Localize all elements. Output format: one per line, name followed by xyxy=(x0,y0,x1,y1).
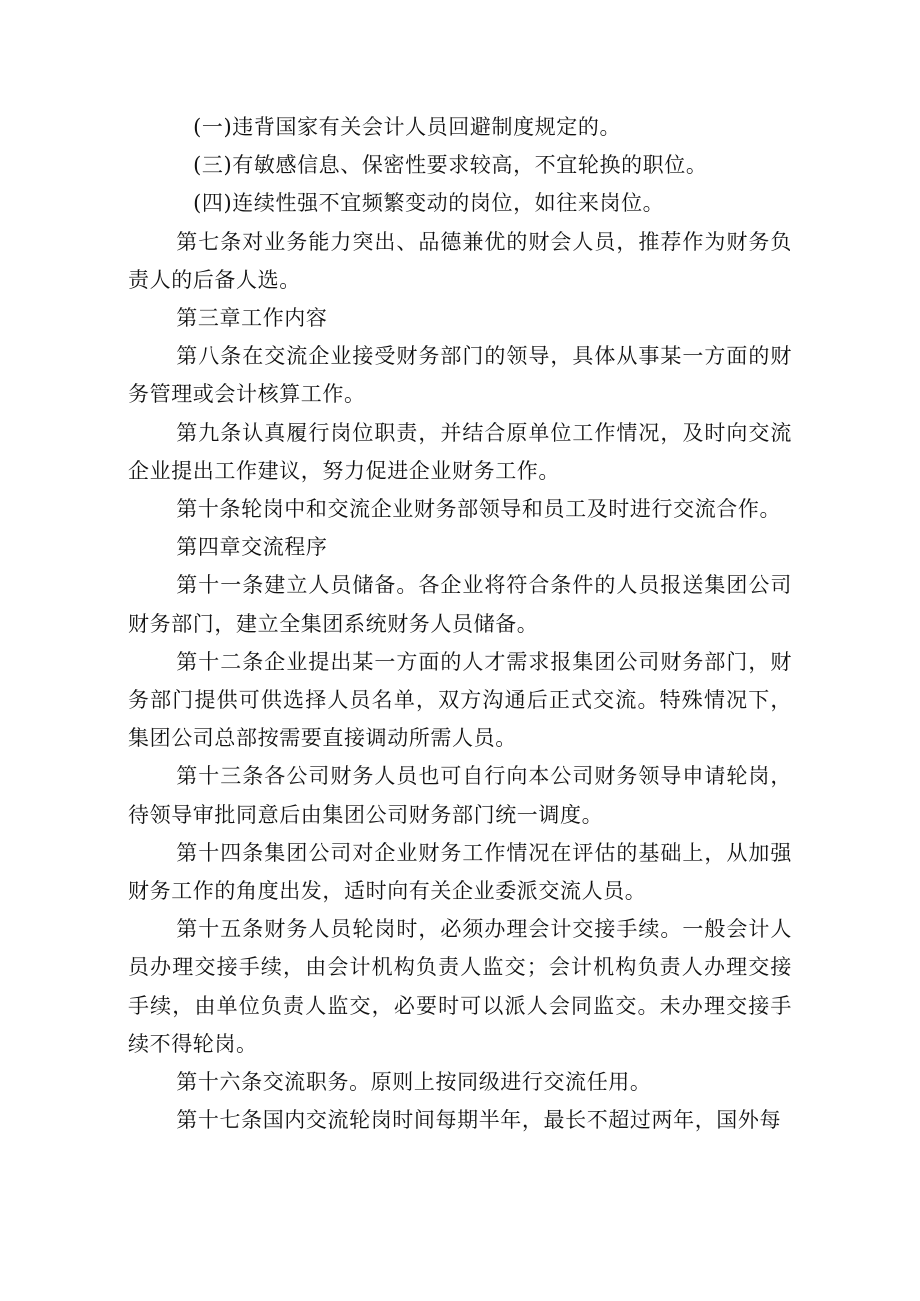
article-13: 第十三条各公司财务人员也可自行向本公司财务领导申请轮岗，待领导审批同意后由集团公司财务部门统一调度。 xyxy=(128,764,792,827)
article-12: 第十二条企业提出某一方面的人才需求报集团公司财务部门，财务部门提供可供选择人员名单，双方沟通后正式交流。特殊情况下，集团公司总部按需要直接调动所需人员。 xyxy=(128,649,792,751)
article-10: 第十条轮岗中和交流企业财务部领导和员工及时进行交流合作。 xyxy=(176,497,782,522)
article-9: 第九条认真履行岗位职责，并结合原单位工作情况，及时向交流企业提出工作建议，努力促进企业财务工作。 xyxy=(128,420,792,483)
article-11: 第十一条建立人员储备。各企业将符合条件的人员报送集团公司财务部门，建立全集团系统财务人员储备。 xyxy=(128,573,792,636)
chapter-4-heading: 第四章交流程序 xyxy=(176,535,328,560)
chapter-3-heading: 第三章工作内容 xyxy=(176,306,328,331)
article-15: 第十五条财务人员轮岗时，必须办理会计交接手续。一般会计人员办理交接手续，由会计机构负责人监交；会计机构负责人办理交接手续，由单位负责人监交，必要时可以派人会同监交。未办理交接手续不得轮岗。 xyxy=(128,917,792,1056)
article-8: 第八条在交流企业接受财务部门的领导，具体从事某一方面的财务管理或会计核算工作。 xyxy=(128,344,792,407)
article-7: 第七条对业务能力突出、品德兼优的财会人员，推荐作为财务负责人的后备人选。 xyxy=(128,229,792,292)
article-14: 第十四条集团公司对企业财务工作情况在评估的基础上，从加强财务工作的角度出发，适时向有关企业委派交流人员。 xyxy=(128,840,792,904)
list-item-3: (三)有敏感信息、保密性要求较高，不宜轮换的职位。 xyxy=(193,153,708,178)
list-item-4: (四)连续性强不宜频繁变动的岗位，如往来岗位。 xyxy=(193,191,665,216)
article-16: 第十六条交流职务。原则上按同级进行交流任用。 xyxy=(176,1070,652,1095)
article-17: 第十七条国内交流轮岗时间每期半年，最长不超过两年，国外每 xyxy=(176,1108,782,1133)
document-body xyxy=(128,108,792,1139)
list-item-1: (一)违背国家有关会计人员回避制度规定的。 xyxy=(193,115,622,139)
